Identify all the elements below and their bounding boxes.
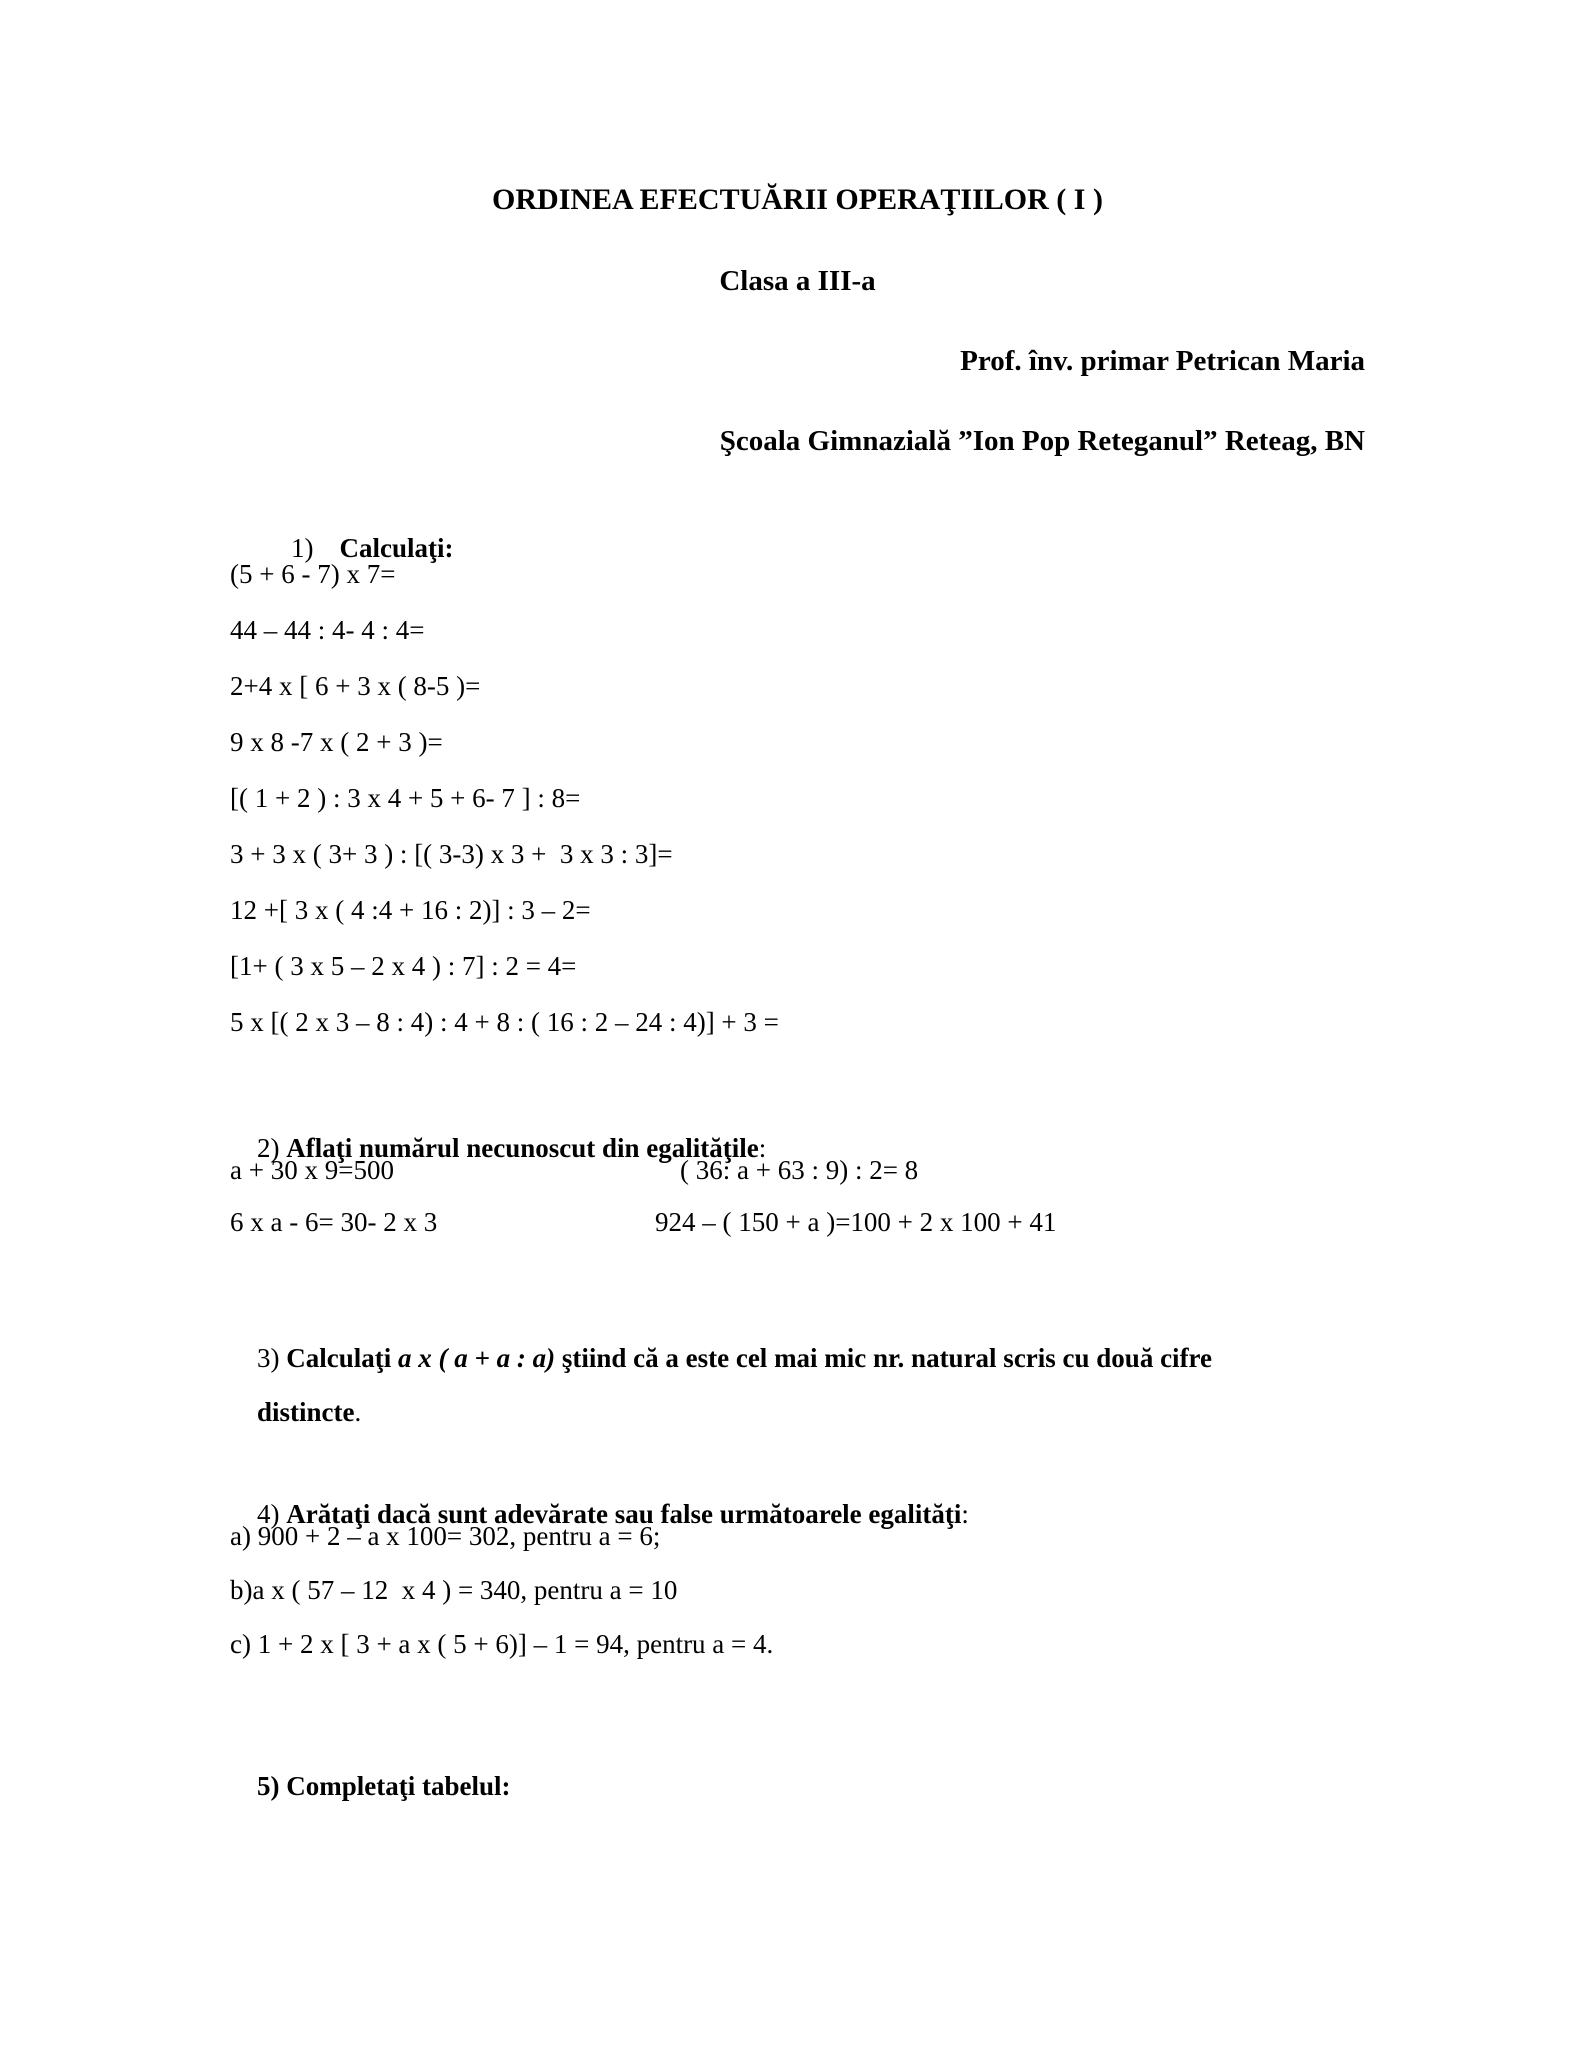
section2-heading-colon: : [758, 1133, 767, 1164]
exercise-line: 2+4 x [ 6 + 3 x ( 8-5 )= [230, 671, 481, 701]
equality-item-b: b)a x ( 57 – 12 x 4 ) = 340, pentru a = 10 [230, 1575, 678, 1605]
section2-number: 2) [257, 1133, 287, 1164]
section5-number: 5) [257, 1771, 287, 1802]
exercise-line: 12 +[ 3 x ( 4 :4 + 16 : 2)] : 3 – 2= [230, 895, 591, 925]
section3-paragraph-line2 [230, 1364, 361, 1461]
equality-item-a: a) 900 + 2 – a x 100= 302, pentru a = 6; [230, 1521, 661, 1551]
section3-condition: ştiind că a este cel mai mic nr. natural scris cu două cifre [561, 1343, 1213, 1374]
equation-row1-right: ( 36: a + 63 : 9) : 2= 8 [680, 1155, 919, 1185]
equation-row2-left: 6 x a - 6= 30- 2 x 3 [230, 1207, 438, 1237]
section4-heading-text: Arătaţi dacă sunt adevărate sau false următoarele egalităţi [286, 1499, 962, 1530]
section2-heading-text: Aflaţi numărul necunoscut din egalităţile [286, 1133, 759, 1164]
equality-item-c: c) 1 + 2 x [ 3 + a x ( 5 + 6)] – 1 = 94, pentru a = 4. [230, 1629, 774, 1659]
exercise-line: 9 x 8 -7 x ( 2 + 3 )= [230, 727, 443, 757]
teacher-line: Prof. înv. primar Petrican Maria [960, 345, 1365, 377]
section3-formula: a x ( a + a : a) [398, 1343, 562, 1374]
section3-last-word: distincte [257, 1397, 355, 1428]
exercise-line: [( 1 + 2 ) : 3 x 4 + 5 + 6- 7 ] : 8= [230, 783, 581, 813]
section4-number: 4) [257, 1499, 287, 1530]
section4-heading-colon: : [961, 1499, 969, 1530]
equation-row1-left: a + 30 x 9=500 [230, 1155, 394, 1185]
exercise-line: 5 x [( 2 x 3 – 8 : 4) : 4 + 8 : ( 16 : 2 – 24 : 4)] + 3 = [230, 1007, 779, 1037]
section3-verb: Calculaţi [286, 1343, 398, 1374]
equation-row2-right: 924 – ( 150 + a )=100 + 2 x 100 + 41 [655, 1207, 1057, 1237]
exercise-line: 3 + 3 x ( 3+ 3 ) : [( 3-3) x 3 + 3 x 3 : 3]= [230, 839, 673, 869]
section3-period: . [354, 1397, 362, 1428]
class-grade-line: Clasa a III-a [719, 265, 876, 297]
section3-number: 3) [257, 1343, 287, 1374]
exercise-line: (5 + 6 - 7) x 7= [230, 559, 396, 589]
section1-heading-text: Calculaţi: [339, 533, 454, 564]
exercise-line: 44 – 44 : 4- 4 : 4= [230, 615, 425, 645]
exercise-line: [1+ ( 3 x 5 – 2 x 4 ) : 7] : 2 = 4= [230, 951, 577, 981]
section5-heading [230, 1738, 510, 1835]
section5-heading-text: Completaţi tabelul: [286, 1771, 511, 1802]
document-title: ORDINEA EFECTUĂRII OPERAŢIILOR ( I ) [492, 183, 1103, 216]
school-line: Şcoala Gimnazială ”Ion Pop Reteganul” Reteag, BN [719, 425, 1365, 457]
section1-number: 1) [291, 533, 314, 564]
section3-paragraph-line1 [230, 1310, 1212, 1407]
